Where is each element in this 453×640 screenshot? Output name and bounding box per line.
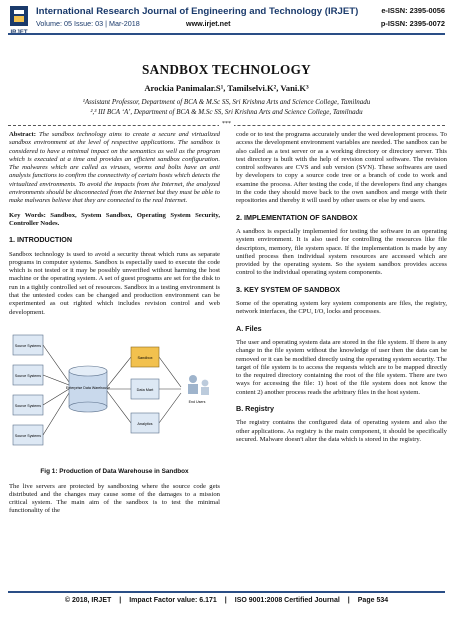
e-issn: e-ISSN: 2395-0056 bbox=[381, 6, 445, 15]
journal-title: International Research Journal of Engineering and Technology (IRJET) bbox=[36, 6, 359, 17]
footer-copyright: © 2018, IRJET bbox=[64, 597, 112, 604]
keywords bbox=[9, 212, 220, 229]
footer-page-number: Page 534 bbox=[357, 597, 389, 604]
subsection-heading-registry: B. Registry bbox=[236, 404, 274, 414]
fig-label-datamart: Data Mart bbox=[136, 387, 154, 392]
keywords-text: Sandbox, System Sandbox, Operating System Security, Controller Nodes. bbox=[9, 211, 220, 227]
figure-caption: Fig 1: Production of Data Warehouse in Sandbox bbox=[40, 468, 189, 476]
paper-title: SANDBOX TECHNOLOGY bbox=[142, 62, 311, 77]
continued-text: code or to test the programs accurately under the wed development process. To access the development environment variables are needed. The sandbox can be also called as a test server or as a working directory or directory server. This test directory is built with the help of revision control software. The revision control softwares are CVS and sub version (SVN). These softwares are used by developers to copy a source code tree or a branch of code to work and examine the process. After testing the code, if the developers find any changes in the code they should move back to the own sandbox and merge with their repositories and thereby it will used by other users or else by end users. bbox=[236, 131, 447, 205]
header-rule bbox=[8, 33, 445, 35]
irjet-logo-icon bbox=[8, 6, 30, 36]
fig-label-sandbox: Sandbox bbox=[137, 355, 153, 360]
fig-label-source-1: Source Systems bbox=[14, 343, 42, 348]
journal-volume: Volume: 05 Issue: 03 | Mar-2018 bbox=[36, 19, 140, 28]
keywords-label: Key Words: bbox=[9, 211, 46, 219]
footer-rule bbox=[8, 591, 445, 593]
p-issn: p-ISSN: 2395-0072 bbox=[380, 19, 445, 28]
sandbox-box bbox=[131, 347, 159, 367]
section-heading-key-system: 3. KEY SYSTEM OF SANDBOX bbox=[236, 284, 341, 294]
right-column bbox=[236, 131, 447, 450]
abstract bbox=[9, 131, 220, 206]
analytics-box bbox=[131, 413, 159, 433]
abstract-text: The sandbox technology aims to create a secure and virtualized sandbox environment at the level of respective applications. The sandbox is considered to have a minimal impact on the semantics as well as the program which is executed at a time and provides an efficient sandbox configuration. The malwares which are called as viruses, worms and bolts have an anti analysis functions to confirm the connectivity of certain hosts which detects the virtualized environments. To avoid the impacts from the Internet, the analyzed environments should be disconnected from the Internet but they must be able to make malwares believe that they are connected to the real Internet. bbox=[9, 131, 220, 205]
fig-label-source-2: Source Systems bbox=[14, 373, 42, 378]
separator-stars: *** bbox=[0, 121, 453, 127]
section-heading-implementation: 2. IMPLEMENTATION OF SANDBOX bbox=[236, 212, 358, 222]
files-text: The user and operating system data are stored in the file system. If there is any change in the file system without the knowledge of user then the data can be removed or it can be modified directly using the operating system security. The target of file system is to access the requests which are to be mapped directly to the required directory containing the root of the file system. There are two ways for accessing the file: 1) host of the file system does not know the content 2) another process reads the arbitrary files in the host system. bbox=[236, 338, 447, 396]
journal-website-link[interactable]: www.irjet.net bbox=[186, 19, 231, 28]
fig-label-analytics: Analytics bbox=[137, 421, 153, 426]
introduction-text: Sandbox technology is used to avoid a security threat which runs as separate programs in computer systems. Sandbox is especially used to execute the code which is not tested or it may be possibly unverified without harming the host machine or the operating system. A set of guest programs are set for the disk to run in a tightly controlled set of resources. Sandbox in a testing environment is that the untested codes can be changed and production environment can be experimented as out righted which includes revision control and web development. bbox=[9, 250, 220, 316]
paper-authors: Arockia Panimalar.S¹, Tamilselvi.K², Vani.K³ bbox=[144, 83, 309, 93]
page-footer bbox=[0, 597, 453, 604]
footer-impact-factor: Impact Factor value: 6.171 bbox=[129, 597, 217, 604]
footer-separator: | bbox=[119, 597, 122, 604]
affiliation-1: ¹Assistant Professor, Department of BCA & M.Sc SS, Sri Krishna Arts and Science College, Tamilnadu bbox=[82, 98, 371, 106]
subsection-heading-files: A. Files bbox=[236, 323, 262, 333]
after-figure-text: The live servers are protected by sandboxing where the source code gets distributed and the changes may cause some of the damages to a mission critical system. The main aim of the sandbox is to test the minimal functionality of the bbox=[9, 482, 220, 515]
data-warehouse-cylinder bbox=[66, 366, 110, 412]
footer-separator: | bbox=[347, 597, 350, 604]
implementation-text: A sandbox is especially implemented for testing the software in an operating system environment. It is also used for controlling the resources like file descriptors, memory, file system space. If the implementation is made by any unified process then individual system resources are accessed which are provided by the operating system. So the system sandbox provides access control to the individual operating system components. bbox=[236, 227, 447, 277]
sandbox-warehouse-figure bbox=[9, 327, 214, 459]
fig-label-source-3: Source Systems bbox=[14, 403, 42, 408]
fig-label-source-4: Source Systems bbox=[14, 433, 42, 438]
fig-label-endusers: End Users bbox=[188, 399, 206, 404]
left-column bbox=[9, 131, 220, 522]
journal-header bbox=[0, 0, 453, 50]
key-system-text: Some of the operating system key system components are files, the registry, network interfaces, the CPU, I/O, locks and processes. bbox=[236, 300, 447, 316]
section-heading-introduction: 1. INTRODUCTION bbox=[9, 235, 73, 245]
registry-text: The registry contains the configured data of operating system and also the other applications. As registry is the main component, it should be specifically secured. Malware doesn't alter the data which is stored in the registry. bbox=[236, 419, 447, 443]
data-mart-box bbox=[131, 379, 159, 399]
footer-iso: ISO 9001:2008 Certified Journal bbox=[234, 597, 340, 604]
affiliation-2: ²,³ III BCA ‘A’, Department of BCA & M.Sc SS, Sri Krishna Arts and Science College, Tamilnadu bbox=[90, 108, 363, 116]
footer-separator: | bbox=[224, 597, 227, 604]
abstract-label: Abstract: bbox=[9, 131, 36, 138]
fig-label-edw: Enterprise Data Warehouse bbox=[65, 385, 111, 390]
